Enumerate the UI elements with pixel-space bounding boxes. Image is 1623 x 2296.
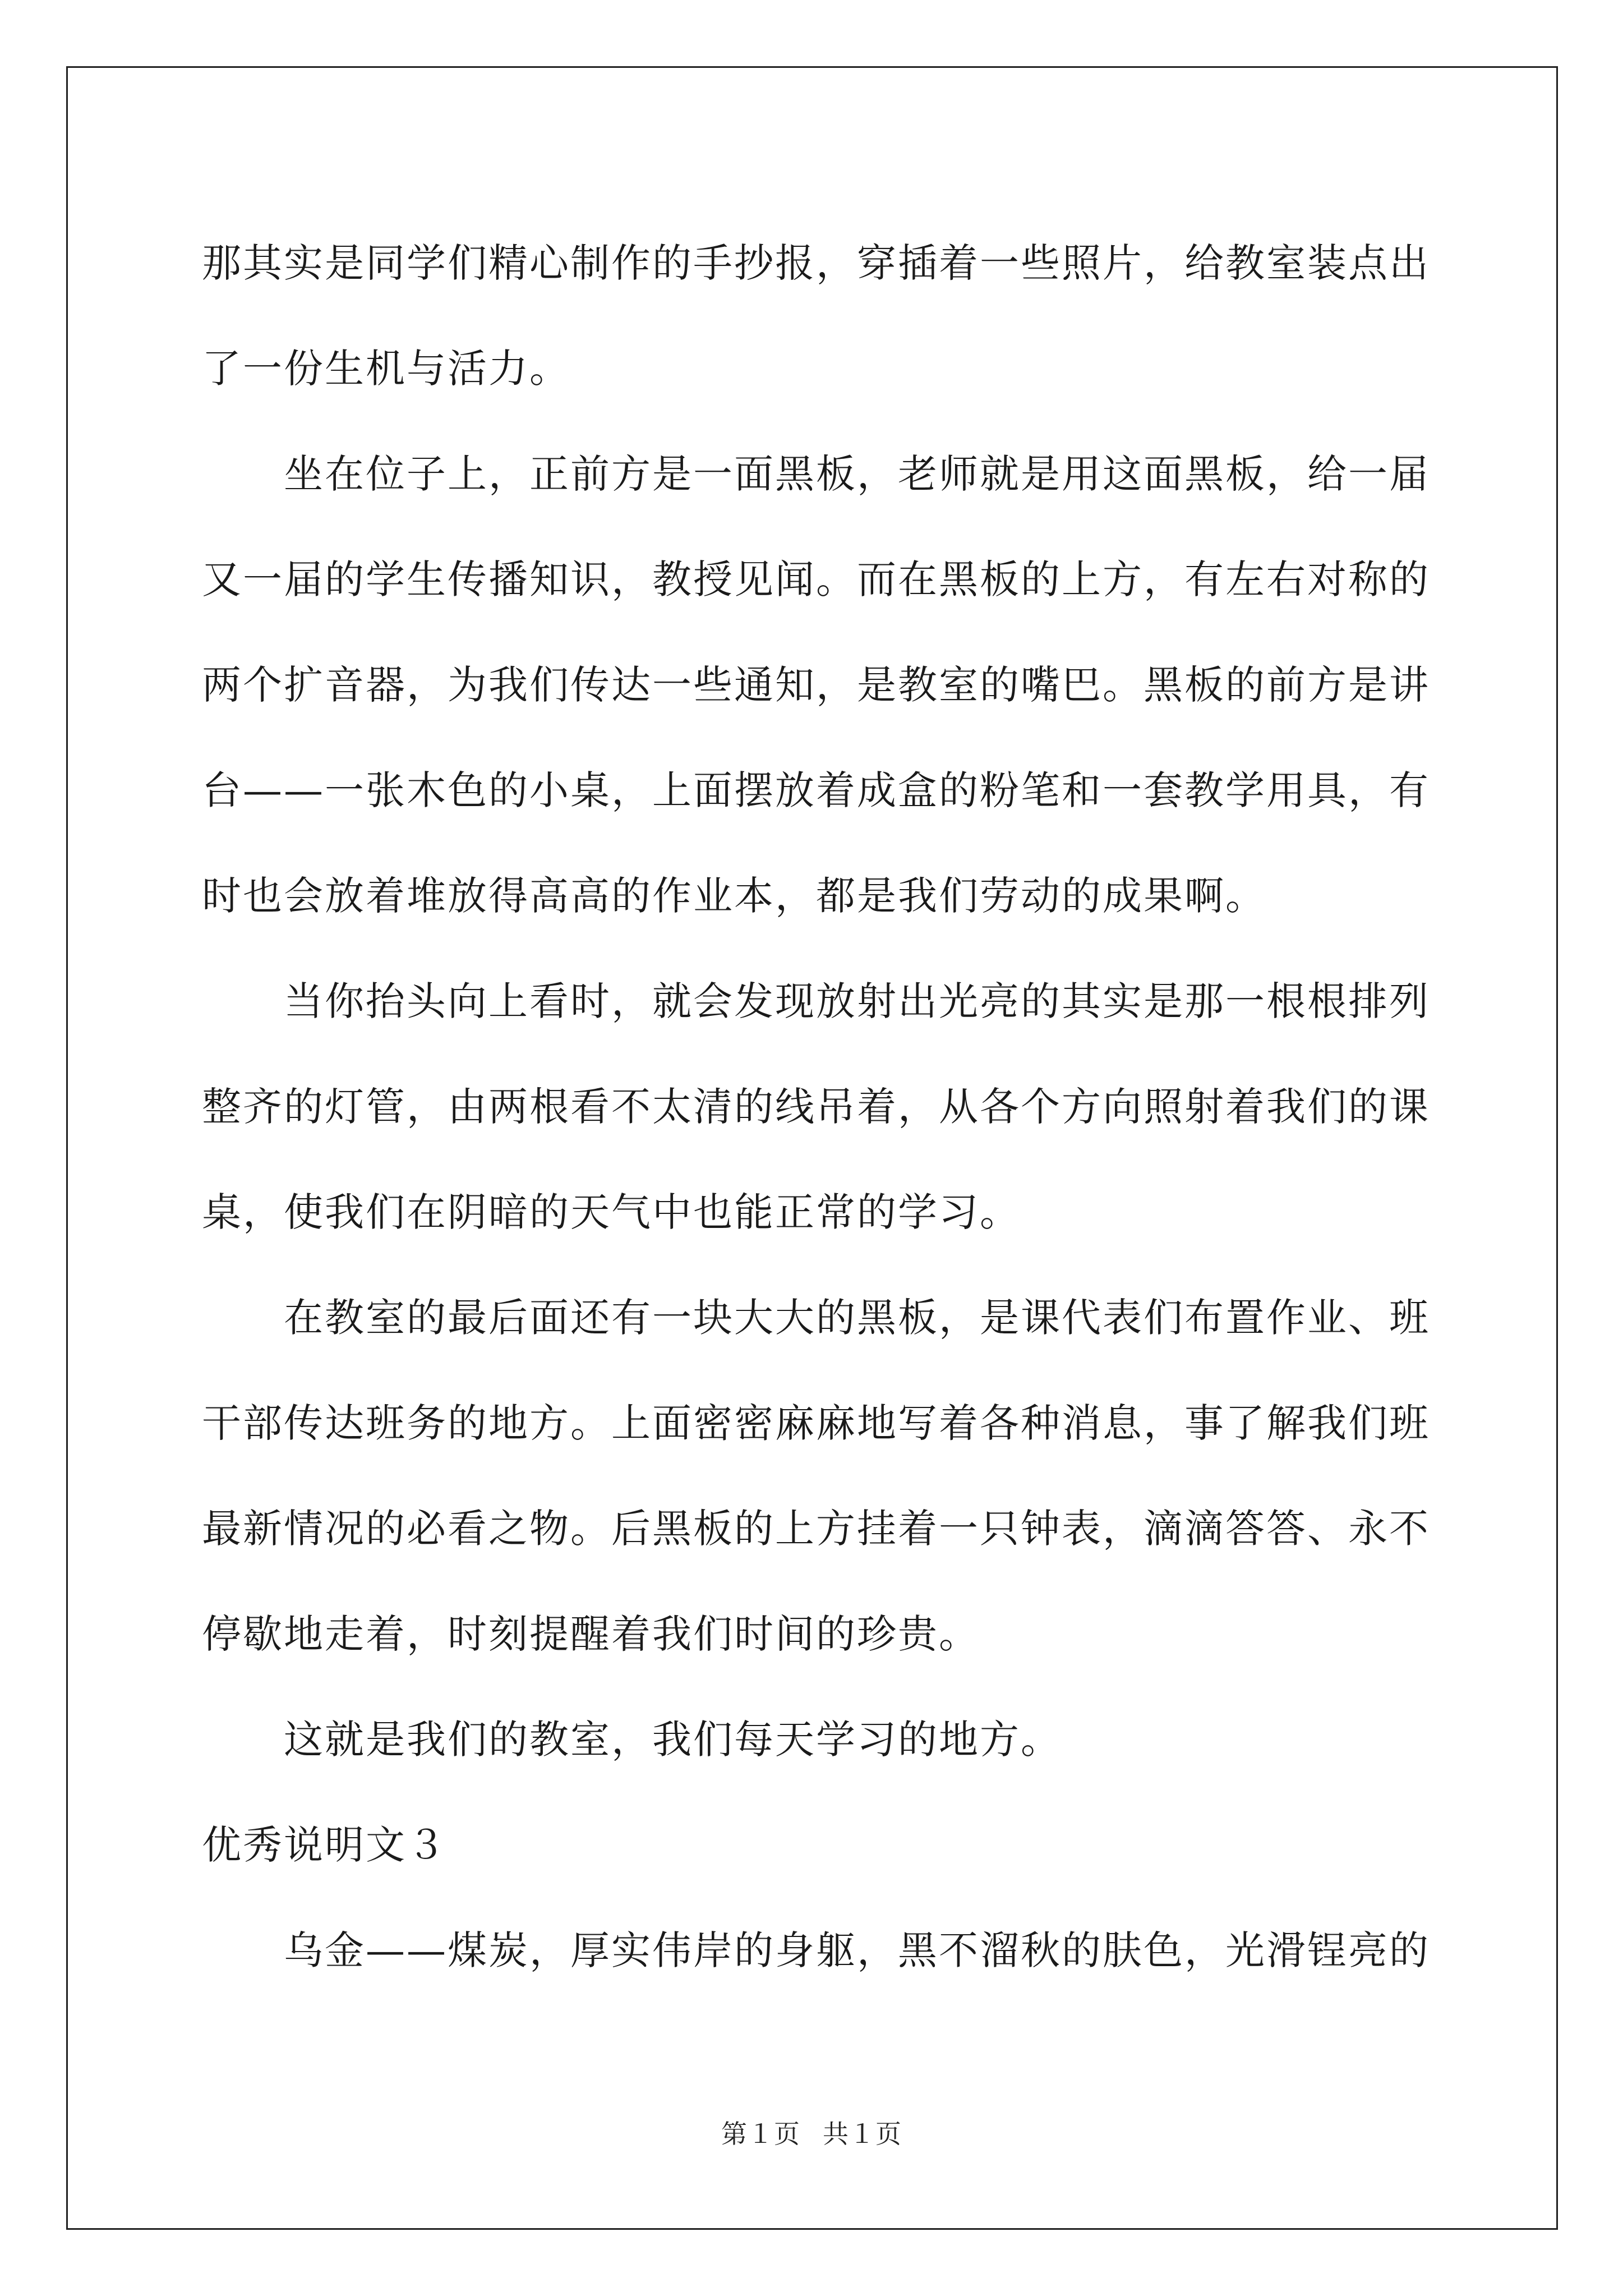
paragraph bbox=[202, 1265, 1430, 1687]
paragraph bbox=[202, 1687, 1424, 1792]
text-line: 那其实是同学们精心制作的手抄报，穿插着一些照片，给教室装点出 bbox=[202, 240, 1430, 286]
page-number: 第１页 bbox=[721, 2119, 800, 2149]
text-line: 了一份生机与活力。 bbox=[202, 346, 570, 392]
text-line: 乌金——煤炭，厚实伟岸的身躯，黑不溜秋的肤色，光滑锃亮的 bbox=[284, 1927, 1430, 1973]
text-line: 桌，使我们在阴暗的天气中也能正常的学习。 bbox=[202, 1189, 1021, 1235]
text-line: 这就是我们的教室，我们每天学习的地方。 bbox=[284, 1717, 1062, 1763]
text-line: 时也会放着堆放得高高的作业本，都是我们劳动的成果啊。 bbox=[202, 873, 1266, 919]
text-line: 最新情况的必看之物。后黑板的上方挂着一只钟表，滴滴答答、永不 bbox=[202, 1506, 1430, 1552]
text-line: 在教室的最后面还有一块大大的黑板，是课代表们布置作业、班 bbox=[284, 1295, 1430, 1341]
text-line: 台——一张木色的小桌，上面摆放着成盒的粉笔和一套教学用具，有 bbox=[202, 767, 1430, 813]
text-line: 整齐的灯管，由两根看不太清的线吊着，从各个方向照射着我们的课 bbox=[202, 1084, 1430, 1130]
text-line: 又一届的学生传播知识，教授见闻。而在黑板的上方，有左右对称的 bbox=[202, 556, 1430, 602]
page-footer bbox=[0, 2114, 1623, 2151]
text-line: 当你抬头向上看时，就会发现放射出光亮的其实是那一根根排列 bbox=[284, 978, 1430, 1024]
paragraph bbox=[202, 210, 1430, 421]
section-heading: 优秀说明文３ bbox=[202, 1822, 448, 1868]
text-line: 两个扩音器，为我们传达一些通知，是教室的嘴巴。黑板的前方是讲 bbox=[202, 662, 1430, 708]
text-line: 坐在位子上，正前方是一面黑板，老师就是用这面黑板，给一届 bbox=[284, 451, 1430, 497]
text-line: 停歇地走着，时刻提醒着我们时间的珍贵。 bbox=[202, 1611, 980, 1657]
paragraph bbox=[202, 949, 1430, 1265]
text-line: 干部传达班务的地方。上面密密麻麻地写着各种消息，事了解我们班 bbox=[202, 1400, 1430, 1446]
paragraph bbox=[202, 421, 1430, 949]
document-body bbox=[202, 210, 1430, 2003]
page-total: 共１页 bbox=[823, 2119, 902, 2149]
paragraph bbox=[202, 1898, 1430, 2003]
